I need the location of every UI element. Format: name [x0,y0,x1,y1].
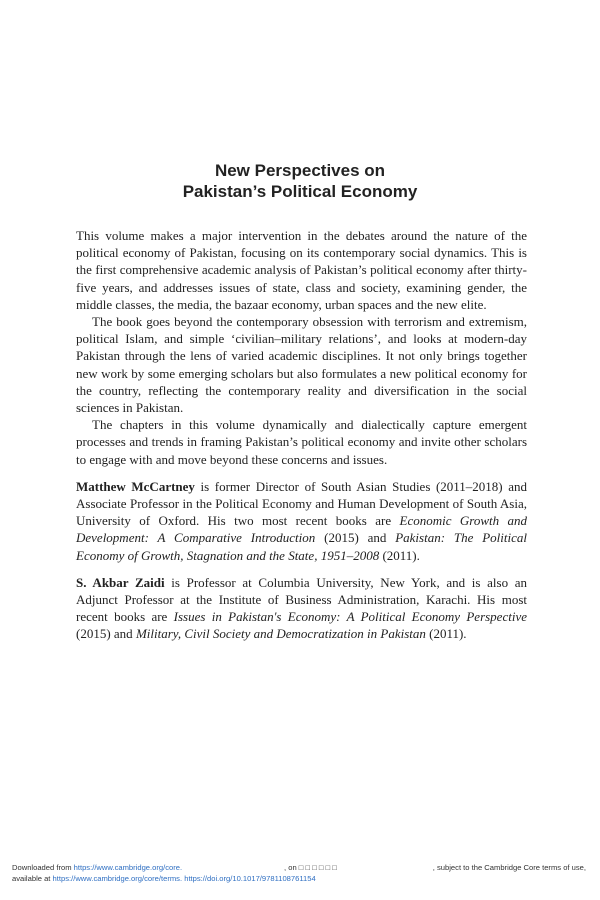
terms-link[interactable]: https://www.cambridge.org/core/terms. [52,874,183,883]
bio-text: (2011). [425,626,467,642]
blurb-paragraph-2: The book goes beyond the contemporary obsession with terrorism and extremism, political Islam, and simple ‘civilian–military relations’, and looks at modern-day Pakistan through the lens of varied academic disciplines. It not only brings together new work by some emerging scholars but also formulates a new political economy for the country, reflecting the contemporary reality and diversification in the social sciences in Pakistan. [76,314,527,416]
bio-text: (2011). [379,547,420,563]
book-blurb [76,227,527,643]
footer-row-2 [12,873,588,884]
bio-text: (2015) and [76,626,136,642]
author-name: S. Akbar Zaidi [76,574,165,590]
blurb-paragraph-1: This volume makes a major intervention in the debates around the nature of the political economy of Pakistan, focusing on its contemporary social dynamics. This is the first comprehensive academic analysis of Pakistan’s political economy after thirty-five years, and addresses issues of state, class and society, examining gender, the middle classes, the media, the bazaar economy, urban spaces and the new elite. [76,228,527,312]
download-footer [12,862,588,884]
terms-notice: , subject to the Cambridge Core terms of use, [432,863,586,872]
author-bio-mccartney [76,478,527,564]
book-title: Pakistan: The Political Economy of Growth, Stagnation and the State, 1951–2008 [76,530,527,563]
author-bio-zaidi [76,574,527,643]
doi-link[interactable]: https://doi.org/10.1017/9781108761154 [184,874,316,883]
bio-text: is former Director of South Asian Studies (2011–2018) and Associate Professor in the Political Economy and Human Development of South Asia, University of Oxford. His two most recent books are [76,478,527,529]
blurb-paragraph-3: The chapters in this volume dynamically and dialectically capture emergent processes and trends in framing Pakistan’s political economy and invite other scholars to engage with and move beyond these concerns and issues. [76,417,527,467]
book-title: Issues in Pakistan's Economy: A Political Economy Perspective [173,609,527,625]
bio-text: is Professor at Columbia University, New York, and is also an Adjunct Professor at the Institute of Business Administration, Karachi. His most recent books are [76,574,527,625]
download-date: , on □ □ □ □ □ □ [284,863,337,872]
page-title [60,160,540,202]
downloaded-from-label: Downloaded from [12,863,74,872]
footer-row-1 [12,862,588,873]
title-line-1: New Perspectives on [214,161,386,180]
bio-text: (2015) and [315,530,396,546]
core-link[interactable]: https://www.cambridge.org/core. [73,863,183,872]
book-title: Economic Growth and Development: A Comparative Introduction [76,513,527,546]
available-at-label: available at [12,874,53,883]
title-line-2: Pakistan’s Political Economy [182,182,418,201]
book-title: Military, Civil Society and Democratization in Pakistan [135,626,426,642]
author-name: Matthew McCartney [76,478,195,494]
